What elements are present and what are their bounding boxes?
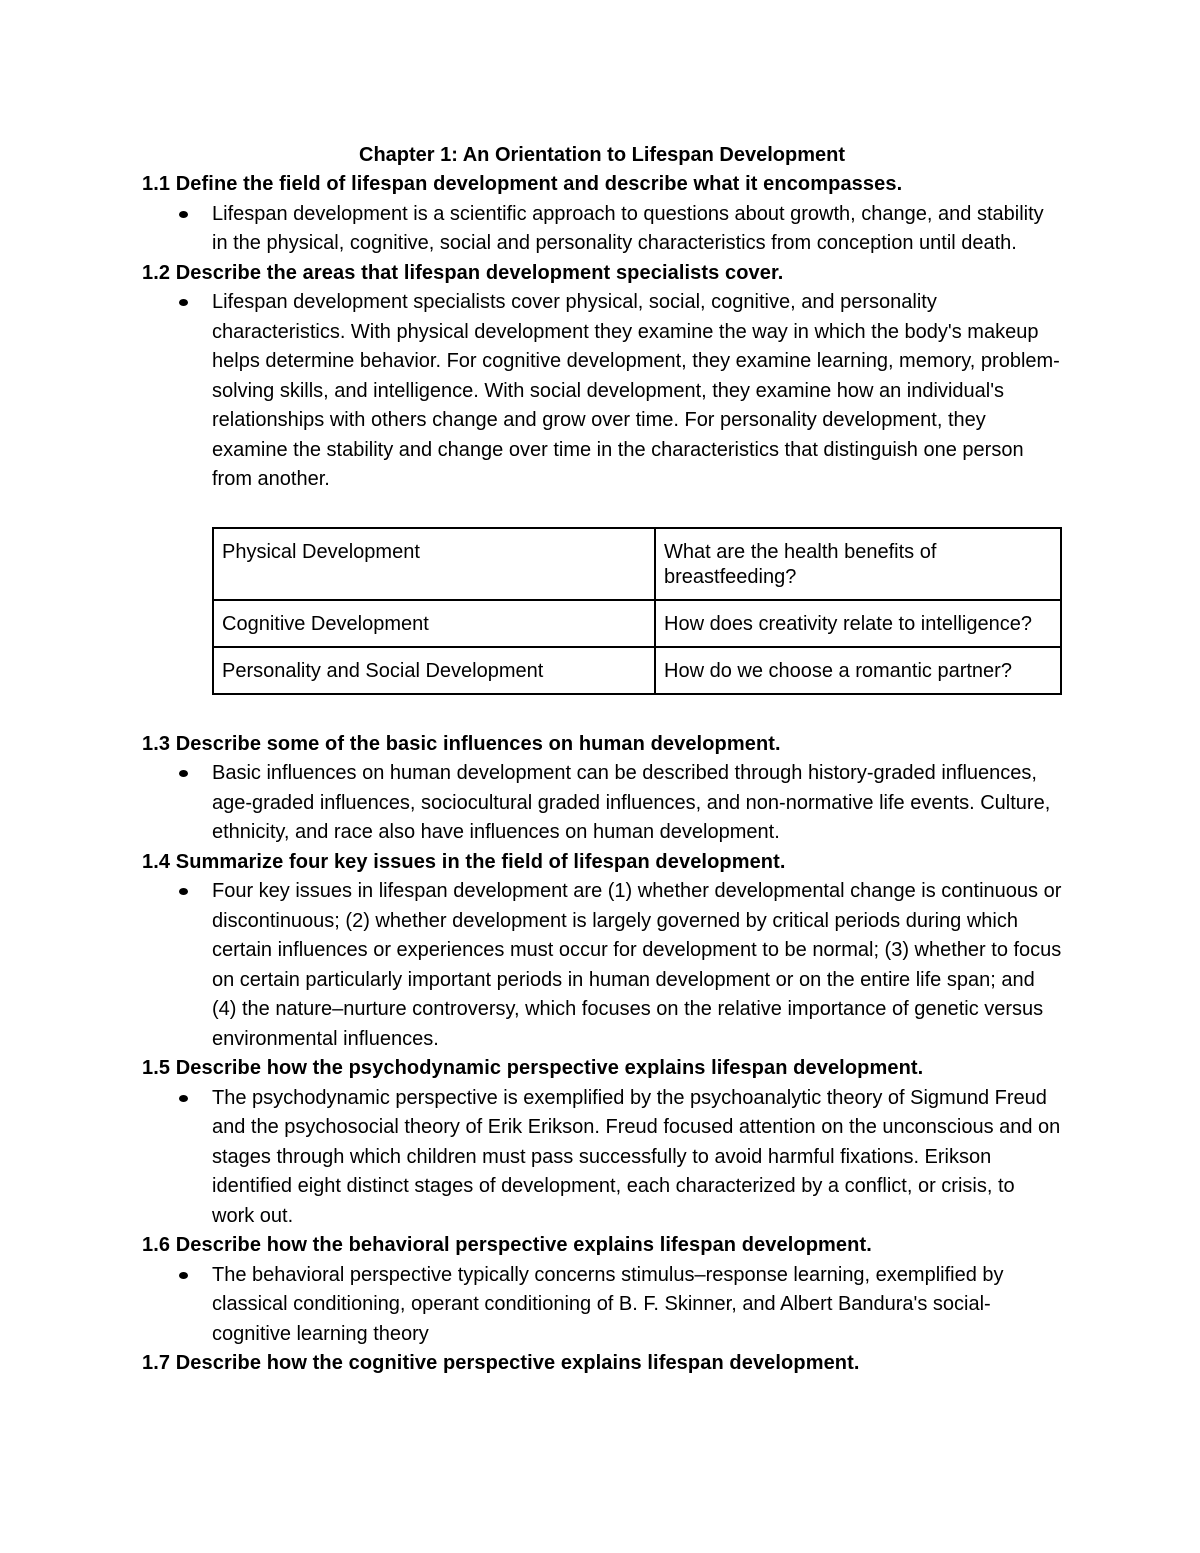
section-heading-1-6: 1.6 Describe how the behavioral perspective explains lifespan development. xyxy=(142,1234,872,1256)
bullet-dot-icon xyxy=(179,1272,188,1279)
section-heading-1-2: 1.2 Describe the areas that lifespan development specialists cover. xyxy=(142,261,784,284)
bullet-dot-icon xyxy=(179,211,188,218)
section-heading-1-7: 1.7 Describe how the cognitive perspective explains lifespan development. xyxy=(142,1352,860,1374)
document-page xyxy=(142,140,1062,1379)
bullet-dot-icon xyxy=(179,299,188,306)
bullet-dot-icon xyxy=(179,888,188,895)
bullet-list-1-3 xyxy=(142,759,1062,848)
table-cell-question: What are the health benefits of breastfeeding? xyxy=(655,528,1061,600)
bullet-text: Lifespan development specialists cover physical, social, cognitive, and personality characteristics. With physical development they examine the way in which the body's makeup helps determine behavior. For cognitive development, they examine learning, memory, problem-solving skills, and intelligence. With social development, they examine how an individual's relationships with others change and grow over time. For personality development, they examine the stability and change over time in the characteristics that distinguish one person from another. xyxy=(212,291,1060,490)
table-row xyxy=(213,528,1061,600)
bullet-item xyxy=(212,877,1062,1054)
bullet-dot-icon xyxy=(179,770,188,777)
table-cell-area: Cognitive Development xyxy=(213,600,655,647)
section-heading-1-1: 1.1 Define the field of lifespan development and describe what it encompasses. xyxy=(142,173,903,195)
bullet-list-1-6 xyxy=(142,1261,1062,1350)
development-table xyxy=(212,527,1062,695)
bullet-text: Lifespan development is a scientific approach to questions about growth, change, and stability in the physical, cognitive, social and personality characteristics from conception until death. xyxy=(212,202,1044,254)
table-row xyxy=(213,600,1061,647)
bullet-text: The psychodynamic perspective is exemplified by the psychoanalytic theory of Sigmund Freud and the psychosocial theory of Erik Erikson. Freud focused attention on the unconscious and on stages through which children must pass successfully to avoid harmful fixations. Erikson identified eight distinct stages of development, each characterized by a conflict, or crisis, to work out. xyxy=(212,1086,1061,1227)
table-cell-area: Physical Development xyxy=(213,528,655,600)
bullet-list-1-4 xyxy=(142,877,1062,1054)
bullet-item xyxy=(212,200,1062,259)
bullet-item xyxy=(212,759,1062,848)
bullet-list-1-5 xyxy=(142,1084,1062,1232)
section-heading-1-5: 1.5 Describe how the psychodynamic perspective explains lifespan development. xyxy=(142,1057,924,1079)
bullet-list-1-2 xyxy=(142,288,1062,495)
table-row xyxy=(213,647,1061,694)
bullet-item xyxy=(212,288,1062,495)
section-heading-1-4: 1.4 Summarize four key issues in the field of lifespan development. xyxy=(142,850,786,873)
chapter-title: Chapter 1: An Orientation to Lifespan Development xyxy=(359,144,845,166)
bullet-text: Four key issues in lifespan development are (1) whether developmental change is continuous or discontinuous; (2) whether development is largely governed by critical periods during which certain influences or experiences must occur for development to be normal; (3) whether to focus on certain particularly important periods in human development or on the entire life span; and (4) the nature–nurture controversy, which focuses on the relative importance of genetic versus environmental influences. xyxy=(212,880,1062,1050)
table-cell-question: How does creativity relate to intelligence? xyxy=(655,600,1061,647)
section-heading-1-3: 1.3 Describe some of the basic influences on human development. xyxy=(142,732,781,755)
bullet-text: Basic influences on human development can be described through history-graded influences, age-graded influences, sociocultural graded influences, and non-normative life events. Culture, ethnicity, and race also have influences on human development. xyxy=(212,762,1051,843)
bullet-text: The behavioral perspective typically concerns stimulus–response learning, exemplified by classical conditioning, operant conditioning of B. F. Skinner, and Albert Bandura's social-cognitive learning theory xyxy=(212,1263,1004,1345)
bullet-list-1-1 xyxy=(142,200,1062,259)
table-cell-question: How do we choose a romantic partner? xyxy=(655,647,1061,694)
bullet-item xyxy=(212,1084,1062,1232)
bullet-dot-icon xyxy=(179,1095,188,1102)
table-cell-area: Personality and Social Development xyxy=(213,647,655,694)
bullet-item xyxy=(212,1261,1062,1350)
